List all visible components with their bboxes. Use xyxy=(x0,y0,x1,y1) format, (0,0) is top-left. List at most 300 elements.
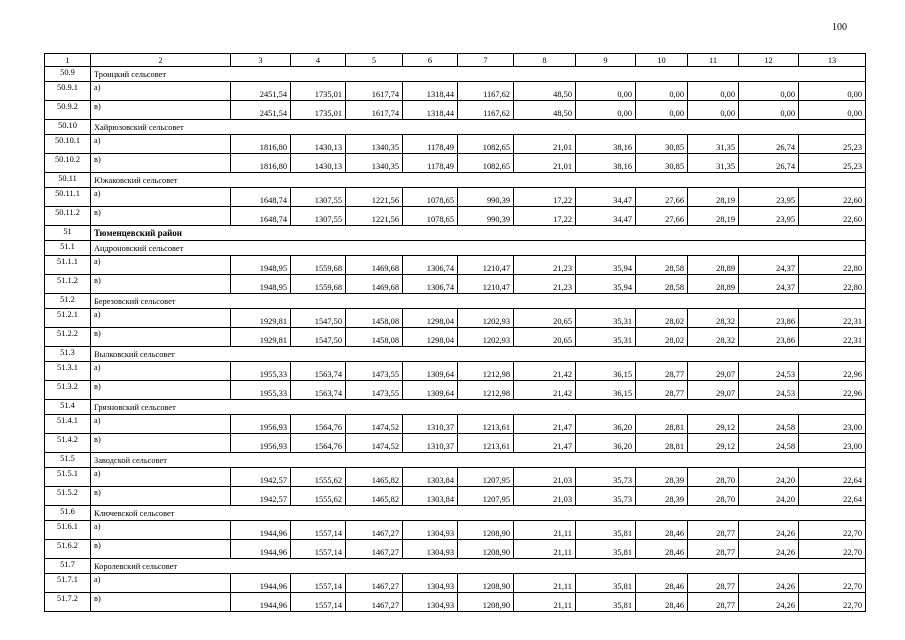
value-cell: 28,77 xyxy=(688,521,739,540)
table-row xyxy=(45,540,866,559)
value-cell: 22,80 xyxy=(799,275,866,294)
value-cell: 1202,93 xyxy=(458,328,514,347)
value-cell: 0,00 xyxy=(636,82,688,101)
row-label: а) xyxy=(91,256,231,275)
value-cell: 28,19 xyxy=(688,207,739,226)
value-cell: 1430,13 xyxy=(291,135,346,154)
value-cell: 1304,93 xyxy=(403,540,458,559)
value-cell: 28,81 xyxy=(636,415,688,434)
value-cell: 17,22 xyxy=(514,207,576,226)
row-code: 51.5.2 xyxy=(45,487,91,506)
value-cell: 1208,90 xyxy=(458,593,514,612)
value-cell: 1547,50 xyxy=(291,328,346,347)
table-row xyxy=(45,256,866,275)
value-cell: 48,50 xyxy=(514,82,576,101)
value-cell: 1648,74 xyxy=(231,188,291,207)
column-header: 3 xyxy=(231,54,291,67)
value-cell: 1467,27 xyxy=(346,540,403,559)
row-label: в) xyxy=(91,207,231,226)
value-cell: 30,85 xyxy=(636,135,688,154)
row-code: 50.11.2 xyxy=(45,207,91,226)
value-cell: 1559,68 xyxy=(291,275,346,294)
value-cell: 1178,49 xyxy=(403,135,458,154)
value-cell: 35,31 xyxy=(576,309,636,328)
value-cell: 29,07 xyxy=(688,362,739,381)
value-cell: 1944,96 xyxy=(231,574,291,593)
row-code: 50.9.2 xyxy=(45,101,91,120)
value-cell: 21,11 xyxy=(514,521,576,540)
value-cell: 31,35 xyxy=(688,154,739,173)
table-row xyxy=(45,135,866,154)
table-row xyxy=(45,574,866,593)
value-cell: 23,00 xyxy=(799,415,866,434)
value-cell: 27,66 xyxy=(636,188,688,207)
value-cell: 35,94 xyxy=(576,275,636,294)
value-cell: 1318,44 xyxy=(403,101,458,120)
section-name: Березовский сельсовет xyxy=(91,294,866,309)
value-cell: 1298,04 xyxy=(403,309,458,328)
value-cell: 1956,93 xyxy=(231,434,291,453)
value-cell: 22,64 xyxy=(799,468,866,487)
value-cell: 1318,44 xyxy=(403,82,458,101)
value-cell: 0,00 xyxy=(739,82,799,101)
value-cell: 22,70 xyxy=(799,540,866,559)
value-cell: 28,77 xyxy=(636,381,688,400)
section-name: Хайрюзовский сельсовет xyxy=(91,120,866,135)
value-cell: 1617,74 xyxy=(346,82,403,101)
value-cell: 1340,35 xyxy=(346,135,403,154)
column-header: 5 xyxy=(346,54,403,67)
value-cell: 21,42 xyxy=(514,381,576,400)
value-cell: 1208,90 xyxy=(458,540,514,559)
value-cell: 1306,74 xyxy=(403,275,458,294)
value-cell: 20,65 xyxy=(514,309,576,328)
value-cell: 1178,49 xyxy=(403,154,458,173)
row-code: 51.4.2 xyxy=(45,434,91,453)
section-row xyxy=(45,453,866,468)
value-cell: 28,46 xyxy=(636,574,688,593)
value-cell: 1942,57 xyxy=(231,468,291,487)
district-name: Тюменцевский район xyxy=(91,226,866,241)
value-cell: 1467,27 xyxy=(346,521,403,540)
table-body xyxy=(45,67,866,612)
value-cell: 1474,52 xyxy=(346,434,403,453)
value-cell: 1648,74 xyxy=(231,207,291,226)
value-cell: 29,12 xyxy=(688,434,739,453)
value-cell: 28,46 xyxy=(636,521,688,540)
value-cell: 1212,98 xyxy=(458,381,514,400)
value-cell: 1307,55 xyxy=(291,188,346,207)
value-cell: 1929,81 xyxy=(231,328,291,347)
value-cell: 35,94 xyxy=(576,256,636,275)
table-row xyxy=(45,154,866,173)
value-cell: 2451,54 xyxy=(231,101,291,120)
value-cell: 0,00 xyxy=(688,82,739,101)
value-cell: 1557,14 xyxy=(291,593,346,612)
row-code: 51.3.2 xyxy=(45,381,91,400)
section-name: Вылковский сельсовет xyxy=(91,347,866,362)
value-cell: 1555,62 xyxy=(291,468,346,487)
value-cell: 17,22 xyxy=(514,188,576,207)
value-cell: 22,96 xyxy=(799,362,866,381)
value-cell: 1167,62 xyxy=(458,101,514,120)
value-cell: 1304,93 xyxy=(403,521,458,540)
column-header: 1 xyxy=(45,54,91,67)
value-cell: 22,70 xyxy=(799,521,866,540)
table-row xyxy=(45,101,866,120)
value-cell: 27,66 xyxy=(636,207,688,226)
table-row xyxy=(45,362,866,381)
value-cell: 1944,96 xyxy=(231,521,291,540)
row-code: 51.4 xyxy=(45,400,91,415)
section-name: Королевский сельсовет xyxy=(91,559,866,574)
value-cell: 1474,52 xyxy=(346,415,403,434)
row-code: 51.2.1 xyxy=(45,309,91,328)
value-cell: 1340,35 xyxy=(346,154,403,173)
value-cell: 23,00 xyxy=(799,434,866,453)
value-cell: 1557,14 xyxy=(291,540,346,559)
value-cell: 1473,55 xyxy=(346,381,403,400)
value-cell: 1208,90 xyxy=(458,521,514,540)
value-cell: 1563,74 xyxy=(291,362,346,381)
table-row xyxy=(45,82,866,101)
value-cell: 23,95 xyxy=(739,188,799,207)
value-cell: 21,11 xyxy=(514,540,576,559)
value-cell: 22,31 xyxy=(799,309,866,328)
row-code: 51.3 xyxy=(45,347,91,362)
value-cell: 35,31 xyxy=(576,328,636,347)
value-cell: 28,46 xyxy=(636,540,688,559)
column-header: 6 xyxy=(403,54,458,67)
row-code: 51.2 xyxy=(45,294,91,309)
value-cell: 24,53 xyxy=(739,362,799,381)
value-cell: 1310,37 xyxy=(403,434,458,453)
value-cell: 24,26 xyxy=(739,540,799,559)
row-label: а) xyxy=(91,188,231,207)
value-cell: 28,77 xyxy=(636,362,688,381)
section-row xyxy=(45,67,866,82)
value-cell: 28,70 xyxy=(688,468,739,487)
table-row xyxy=(45,415,866,434)
row-code: 51.1 xyxy=(45,241,91,256)
value-cell: 22,80 xyxy=(799,256,866,275)
value-cell: 21,11 xyxy=(514,574,576,593)
table-row xyxy=(45,381,866,400)
value-cell: 1213,61 xyxy=(458,434,514,453)
section-row xyxy=(45,506,866,521)
row-code: 50.11.1 xyxy=(45,188,91,207)
row-code: 51.5 xyxy=(45,453,91,468)
value-cell: 28,58 xyxy=(636,256,688,275)
table-row xyxy=(45,188,866,207)
tariff-table xyxy=(44,53,866,612)
value-cell: 1944,96 xyxy=(231,540,291,559)
value-cell: 1221,56 xyxy=(346,188,403,207)
value-cell: 36,15 xyxy=(576,362,636,381)
value-cell: 24,26 xyxy=(739,574,799,593)
value-cell: 1304,93 xyxy=(403,593,458,612)
row-code: 51.1.1 xyxy=(45,256,91,275)
value-cell: 36,20 xyxy=(576,415,636,434)
value-cell: 35,81 xyxy=(576,540,636,559)
table-row xyxy=(45,207,866,226)
row-code: 51.7.2 xyxy=(45,593,91,612)
table-row xyxy=(45,275,866,294)
value-cell: 1557,14 xyxy=(291,521,346,540)
value-cell: 1956,93 xyxy=(231,415,291,434)
section-row xyxy=(45,400,866,415)
row-label: в) xyxy=(91,434,231,453)
row-code: 51.7 xyxy=(45,559,91,574)
row-code: 51.3.1 xyxy=(45,362,91,381)
value-cell: 1078,65 xyxy=(403,188,458,207)
table-row xyxy=(45,434,866,453)
section-row xyxy=(45,173,866,188)
value-cell: 25,23 xyxy=(799,154,866,173)
value-cell: 22,64 xyxy=(799,487,866,506)
section-row xyxy=(45,347,866,362)
value-cell: 28,70 xyxy=(688,487,739,506)
value-cell: 1208,90 xyxy=(458,574,514,593)
value-cell: 38,16 xyxy=(576,135,636,154)
section-name: Южаковский сельсовет xyxy=(91,173,866,188)
section-name: Заводской сельсовет xyxy=(91,453,866,468)
value-cell: 48,50 xyxy=(514,101,576,120)
value-cell: 1078,65 xyxy=(403,207,458,226)
row-label: а) xyxy=(91,574,231,593)
value-cell: 1210,47 xyxy=(458,256,514,275)
row-label: а) xyxy=(91,309,231,328)
value-cell: 990,39 xyxy=(458,207,514,226)
value-cell: 21,03 xyxy=(514,468,576,487)
value-cell: 28,46 xyxy=(636,593,688,612)
value-cell: 1735,01 xyxy=(291,101,346,120)
table-row xyxy=(45,309,866,328)
value-cell: 29,12 xyxy=(688,415,739,434)
section-row xyxy=(45,559,866,574)
value-cell: 1948,95 xyxy=(231,275,291,294)
value-cell: 25,23 xyxy=(799,135,866,154)
row-label: а) xyxy=(91,135,231,154)
value-cell: 1816,80 xyxy=(231,154,291,173)
row-label: а) xyxy=(91,82,231,101)
row-code: 51.4.1 xyxy=(45,415,91,434)
value-cell: 1306,74 xyxy=(403,256,458,275)
value-cell: 35,81 xyxy=(576,574,636,593)
value-cell: 1955,33 xyxy=(231,381,291,400)
value-cell: 34,47 xyxy=(576,188,636,207)
value-cell: 1563,74 xyxy=(291,381,346,400)
row-code: 51.6.1 xyxy=(45,521,91,540)
value-cell: 1202,93 xyxy=(458,309,514,328)
value-cell: 36,20 xyxy=(576,434,636,453)
value-cell: 1298,04 xyxy=(403,328,458,347)
value-cell: 1310,37 xyxy=(403,415,458,434)
row-label: в) xyxy=(91,593,231,612)
table-row xyxy=(45,328,866,347)
value-cell: 1467,27 xyxy=(346,593,403,612)
row-label: а) xyxy=(91,468,231,487)
value-cell: 1559,68 xyxy=(291,256,346,275)
value-cell: 29,07 xyxy=(688,381,739,400)
value-cell: 1465,82 xyxy=(346,487,403,506)
section-row xyxy=(45,294,866,309)
value-cell: 21,47 xyxy=(514,415,576,434)
value-cell: 1816,80 xyxy=(231,135,291,154)
value-cell: 1944,96 xyxy=(231,593,291,612)
value-cell: 35,81 xyxy=(576,521,636,540)
value-cell: 1304,93 xyxy=(403,574,458,593)
value-cell: 1458,08 xyxy=(346,309,403,328)
value-cell: 1564,76 xyxy=(291,434,346,453)
section-row xyxy=(45,241,866,256)
row-code: 51.5.1 xyxy=(45,468,91,487)
value-cell: 1564,76 xyxy=(291,415,346,434)
value-cell: 21,42 xyxy=(514,362,576,381)
value-cell: 1210,47 xyxy=(458,275,514,294)
value-cell: 24,26 xyxy=(739,593,799,612)
value-cell: 28,58 xyxy=(636,275,688,294)
row-label: в) xyxy=(91,381,231,400)
value-cell: 26,74 xyxy=(739,135,799,154)
value-cell: 1929,81 xyxy=(231,309,291,328)
value-cell: 1942,57 xyxy=(231,487,291,506)
value-cell: 24,37 xyxy=(739,256,799,275)
row-label: а) xyxy=(91,362,231,381)
value-cell: 28,02 xyxy=(636,328,688,347)
value-cell: 23,95 xyxy=(739,207,799,226)
row-label: в) xyxy=(91,154,231,173)
row-label: в) xyxy=(91,487,231,506)
value-cell: 1309,64 xyxy=(403,381,458,400)
value-cell: 28,77 xyxy=(688,540,739,559)
value-cell: 23,86 xyxy=(739,328,799,347)
value-cell: 28,32 xyxy=(688,309,739,328)
column-header: 4 xyxy=(291,54,346,67)
column-header: 9 xyxy=(576,54,636,67)
value-cell: 1458,08 xyxy=(346,328,403,347)
column-header: 10 xyxy=(636,54,688,67)
value-cell: 28,77 xyxy=(688,593,739,612)
value-cell: 34,47 xyxy=(576,207,636,226)
row-code: 50.9 xyxy=(45,67,91,82)
value-cell: 0,00 xyxy=(799,101,866,120)
value-cell: 0,00 xyxy=(576,101,636,120)
row-code: 50.10.2 xyxy=(45,154,91,173)
value-cell: 1955,33 xyxy=(231,362,291,381)
row-code: 51.7.1 xyxy=(45,574,91,593)
row-label: в) xyxy=(91,101,231,120)
value-cell: 1735,01 xyxy=(291,82,346,101)
row-label: в) xyxy=(91,540,231,559)
row-label: в) xyxy=(91,328,231,347)
column-header: 13 xyxy=(799,54,866,67)
value-cell: 36,15 xyxy=(576,381,636,400)
value-cell: 1167,62 xyxy=(458,82,514,101)
value-cell: 28,89 xyxy=(688,275,739,294)
value-cell: 24,20 xyxy=(739,468,799,487)
row-code: 50.10 xyxy=(45,120,91,135)
value-cell: 21,23 xyxy=(514,256,576,275)
value-cell: 28,81 xyxy=(636,434,688,453)
value-cell: 990,39 xyxy=(458,188,514,207)
value-cell: 35,73 xyxy=(576,487,636,506)
district-row xyxy=(45,226,866,241)
value-cell: 20,65 xyxy=(514,328,576,347)
value-cell: 30,85 xyxy=(636,154,688,173)
value-cell: 28,89 xyxy=(688,256,739,275)
value-cell: 1430,13 xyxy=(291,154,346,173)
value-cell: 26,74 xyxy=(739,154,799,173)
value-cell: 35,73 xyxy=(576,468,636,487)
value-cell: 1303,84 xyxy=(403,468,458,487)
value-cell: 0,00 xyxy=(688,101,739,120)
column-header: 2 xyxy=(91,54,231,67)
value-cell: 0,00 xyxy=(636,101,688,120)
value-cell: 38,16 xyxy=(576,154,636,173)
value-cell: 21,23 xyxy=(514,275,576,294)
value-cell: 35,81 xyxy=(576,593,636,612)
value-cell: 1467,27 xyxy=(346,574,403,593)
value-cell: 0,00 xyxy=(576,82,636,101)
table-row xyxy=(45,468,866,487)
value-cell: 24,58 xyxy=(739,415,799,434)
row-code: 50.10.1 xyxy=(45,135,91,154)
section-name: Андроновский сельсовет xyxy=(91,241,866,256)
value-cell: 1555,62 xyxy=(291,487,346,506)
value-cell: 1307,55 xyxy=(291,207,346,226)
column-header: 12 xyxy=(739,54,799,67)
value-cell: 28,39 xyxy=(636,468,688,487)
column-header: 7 xyxy=(458,54,514,67)
section-name: Ключевской сельсовет xyxy=(91,506,866,521)
value-cell: 24,37 xyxy=(739,275,799,294)
row-label: а) xyxy=(91,415,231,434)
value-cell: 1221,56 xyxy=(346,207,403,226)
value-cell: 28,77 xyxy=(688,574,739,593)
row-label: в) xyxy=(91,275,231,294)
value-cell: 21,11 xyxy=(514,593,576,612)
table-row xyxy=(45,487,866,506)
value-cell: 1557,14 xyxy=(291,574,346,593)
value-cell: 0,00 xyxy=(739,101,799,120)
value-cell: 28,02 xyxy=(636,309,688,328)
value-cell: 1213,61 xyxy=(458,415,514,434)
value-cell: 1617,74 xyxy=(346,101,403,120)
value-cell: 1469,68 xyxy=(346,275,403,294)
value-cell: 28,32 xyxy=(688,328,739,347)
value-cell: 21,47 xyxy=(514,434,576,453)
value-cell: 21,01 xyxy=(514,135,576,154)
row-code: 51.6.2 xyxy=(45,540,91,559)
value-cell: 21,03 xyxy=(514,487,576,506)
page-number: 100 xyxy=(832,22,847,33)
row-code: 51.6 xyxy=(45,506,91,521)
value-cell: 1469,68 xyxy=(346,256,403,275)
section-name: Грязновский сельсовет xyxy=(91,400,866,415)
column-header: 11 xyxy=(688,54,739,67)
table-row xyxy=(45,521,866,540)
value-cell: 2451,54 xyxy=(231,82,291,101)
value-cell: 1082,65 xyxy=(458,154,514,173)
value-cell: 1207,95 xyxy=(458,468,514,487)
value-cell: 1082,65 xyxy=(458,135,514,154)
value-cell: 28,39 xyxy=(636,487,688,506)
row-label: а) xyxy=(91,521,231,540)
value-cell: 28,19 xyxy=(688,188,739,207)
value-cell: 24,20 xyxy=(739,487,799,506)
value-cell: 22,31 xyxy=(799,328,866,347)
